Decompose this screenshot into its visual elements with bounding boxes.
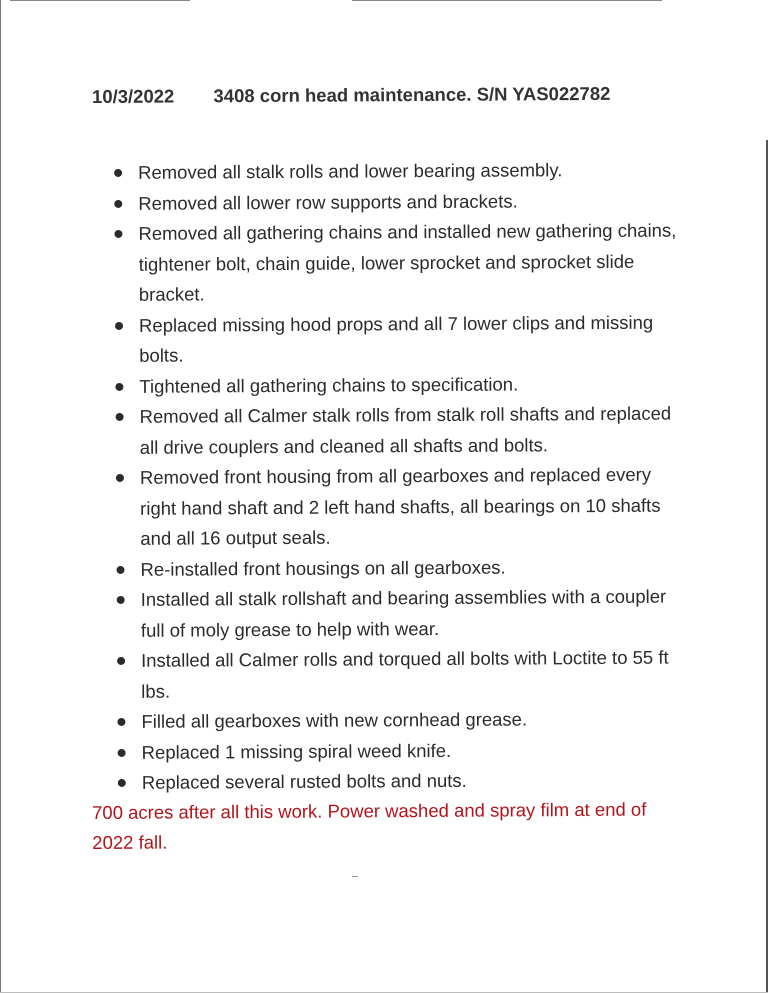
list-item: Replaced 1 missing spiral weed knife.	[116, 734, 686, 768]
list-item: Tightened all gathering chains to specification.	[113, 368, 683, 402]
list-item: Removed all gathering chains and installed new gathering chains, tightener bolt, chain guide, lower sprocket and sprocket slide bracket.	[112, 216, 683, 311]
scan-edge-top	[10, 0, 190, 1]
scan-edge-top	[352, 0, 662, 1]
list-item: Installed all Calmer rolls and torqued all bolts with Loctite to 55 ft lbs.	[115, 643, 685, 707]
list-item: Replaced several rusted bolts and nuts.	[116, 765, 686, 799]
list-item: Removed all Calmer stalk rolls from stalk roll shafts and replaced all drive couplers and cleaned all shafts and bolts.	[113, 399, 683, 463]
heading-title: 3408 corn head maintenance. S/N YAS022782	[213, 82, 611, 107]
list-item: Removed all stalk rolls and lower bearing assembly.	[112, 155, 682, 189]
document-heading	[92, 82, 692, 108]
list-item: Installed all stalk rollshaft and bearing assemblies with a coupler full of moly grease to help with wear.	[115, 582, 685, 646]
heading-date: 10/3/2022	[91, 85, 175, 107]
list-item: Replaced missing hood props and all 7 lower clips and missing bolts.	[113, 307, 683, 371]
list-item: Filled all gearboxes with new cornhead grease.	[115, 704, 685, 738]
summary-note: 700 acres after all this work. Power washed and spray film at end of 2022 fall.	[92, 798, 647, 853]
list-item: Removed front housing from all gearboxes and replaced every right hand shaft and 2 left hand shafts, all bearings on 10 shafts and all 16 output seals.	[114, 460, 685, 555]
scan-speck	[352, 876, 358, 877]
maintenance-list	[112, 155, 686, 799]
list-item: Removed all lower row supports and brackets.	[112, 185, 682, 219]
maintenance-document	[91, 82, 692, 853]
scan-edge-left	[0, 0, 1, 993]
list-item: Re-installed front housings on all gearboxes.	[114, 551, 684, 585]
